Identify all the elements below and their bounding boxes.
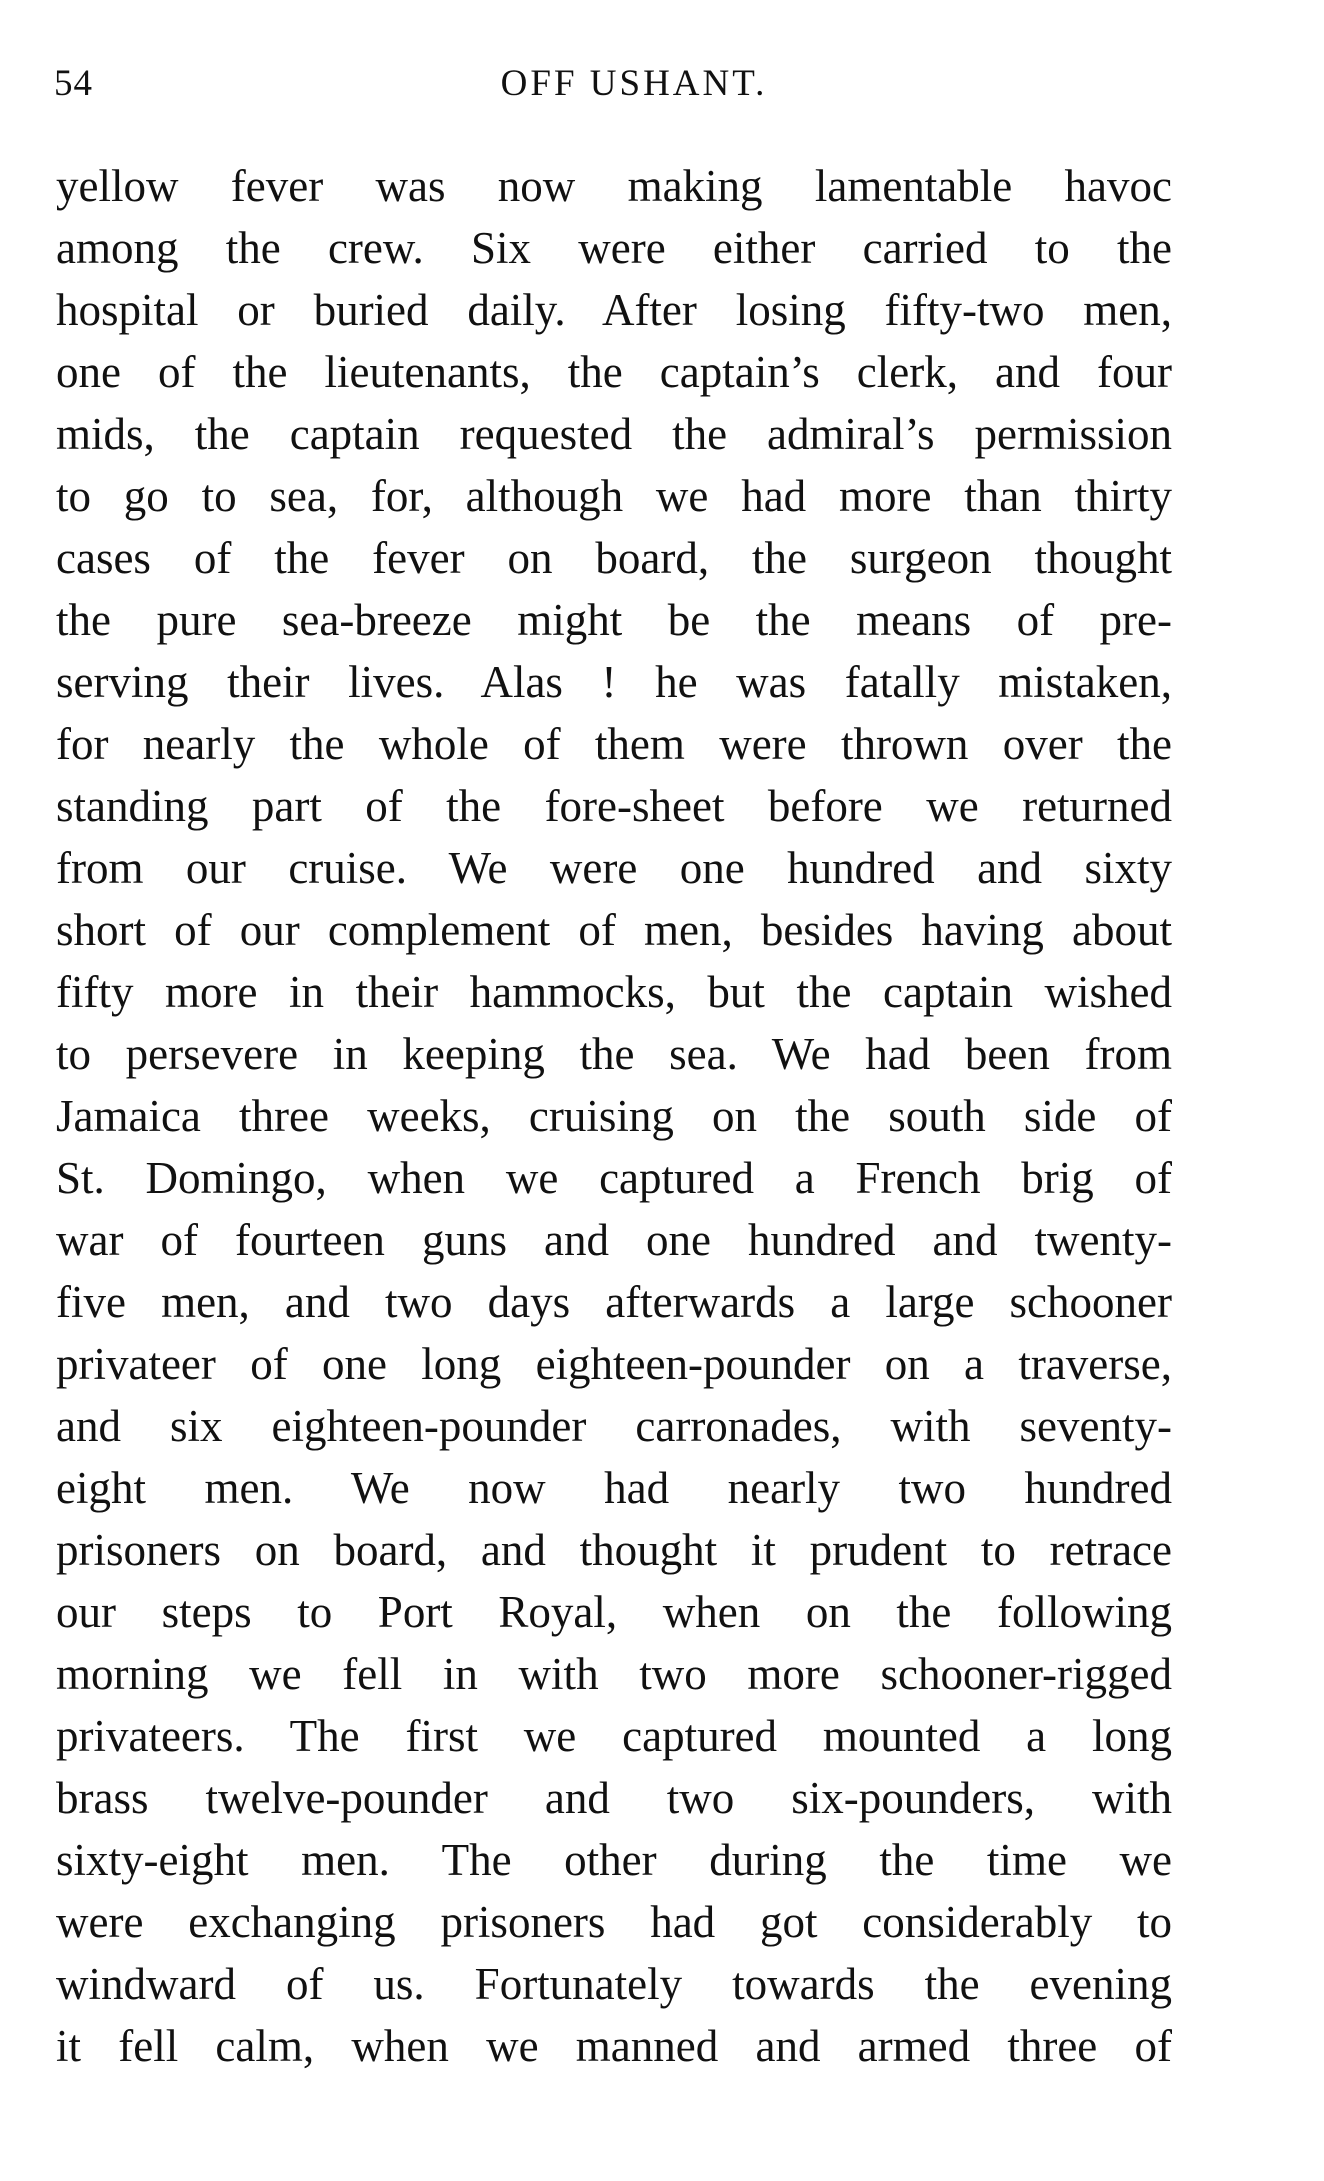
text-line: from our cruise. We were one hundred and sixty	[56, 843, 1172, 893]
text-line: our steps to Port Royal, when on the following	[56, 1587, 1172, 1637]
text-line: cases of the fever on board, the surgeon thought	[56, 533, 1172, 583]
text-line: to persevere in keeping the sea. We had been from	[56, 1029, 1172, 1079]
text-line: Jamaica three weeks, cruising on the south side of	[56, 1091, 1172, 1141]
text-line: for nearly the whole of them were thrown over the	[56, 719, 1172, 769]
text-line: brass twelve-pounder and two six-pounders, with	[56, 1773, 1172, 1823]
text-line: morning we fell in with two more schooner-rigged	[56, 1649, 1172, 1699]
text-line: short of our complement of men, besides having about	[56, 905, 1172, 955]
text-line: were exchanging prisoners had got considerably to	[56, 1897, 1172, 1947]
text-line: mids, the captain requested the admiral’s permission	[56, 409, 1172, 459]
text-line: one of the lieutenants, the captain’s clerk, and four	[56, 347, 1172, 397]
body-text	[56, 155, 1172, 2077]
text-line: and six eighteen-pounder carronades, with seventy-	[56, 1401, 1172, 1451]
text-line: among the crew. Six were either carried to the	[56, 223, 1172, 273]
text-line: eight men. We now had nearly two hundred	[56, 1463, 1172, 1513]
text-line: to go to sea, for, although we had more than thirty	[56, 471, 1172, 521]
text-line: the pure sea-breeze might be the means of pre-	[56, 595, 1172, 645]
text-line: sixty-eight men. The other during the time we	[56, 1835, 1172, 1885]
page-number: 54	[54, 63, 93, 104]
text-line: serving their lives. Alas ! he was fatally mistaken,	[56, 657, 1172, 707]
text-line: fifty more in their hammocks, but the captain wished	[56, 967, 1172, 1017]
text-line: war of fourteen guns and one hundred and twenty-	[56, 1215, 1172, 1265]
text-line: standing part of the fore-sheet before we returned	[56, 781, 1172, 831]
text-line: prisoners on board, and thought it prudent to retrace	[56, 1525, 1172, 1575]
text-line: windward of us. Fortunately towards the evening	[56, 1959, 1172, 2009]
page-header	[54, 62, 1174, 114]
running-title: OFF USHANT.	[500, 63, 768, 104]
text-line: yellow fever was now making lamentable havoc	[56, 161, 1172, 211]
text-line: St. Domingo, when we captured a French brig of	[56, 1153, 1172, 1203]
text-line: hospital or buried daily. After losing fifty-two men,	[56, 285, 1172, 335]
text-line: five men, and two days afterwards a large schooner	[56, 1277, 1172, 1327]
text-line: privateers. The first we captured mounted a long	[56, 1711, 1172, 1761]
text-line: privateer of one long eighteen-pounder on a traverse,	[56, 1339, 1172, 1389]
text-line: it fell calm, when we manned and armed three of	[56, 2021, 1172, 2071]
